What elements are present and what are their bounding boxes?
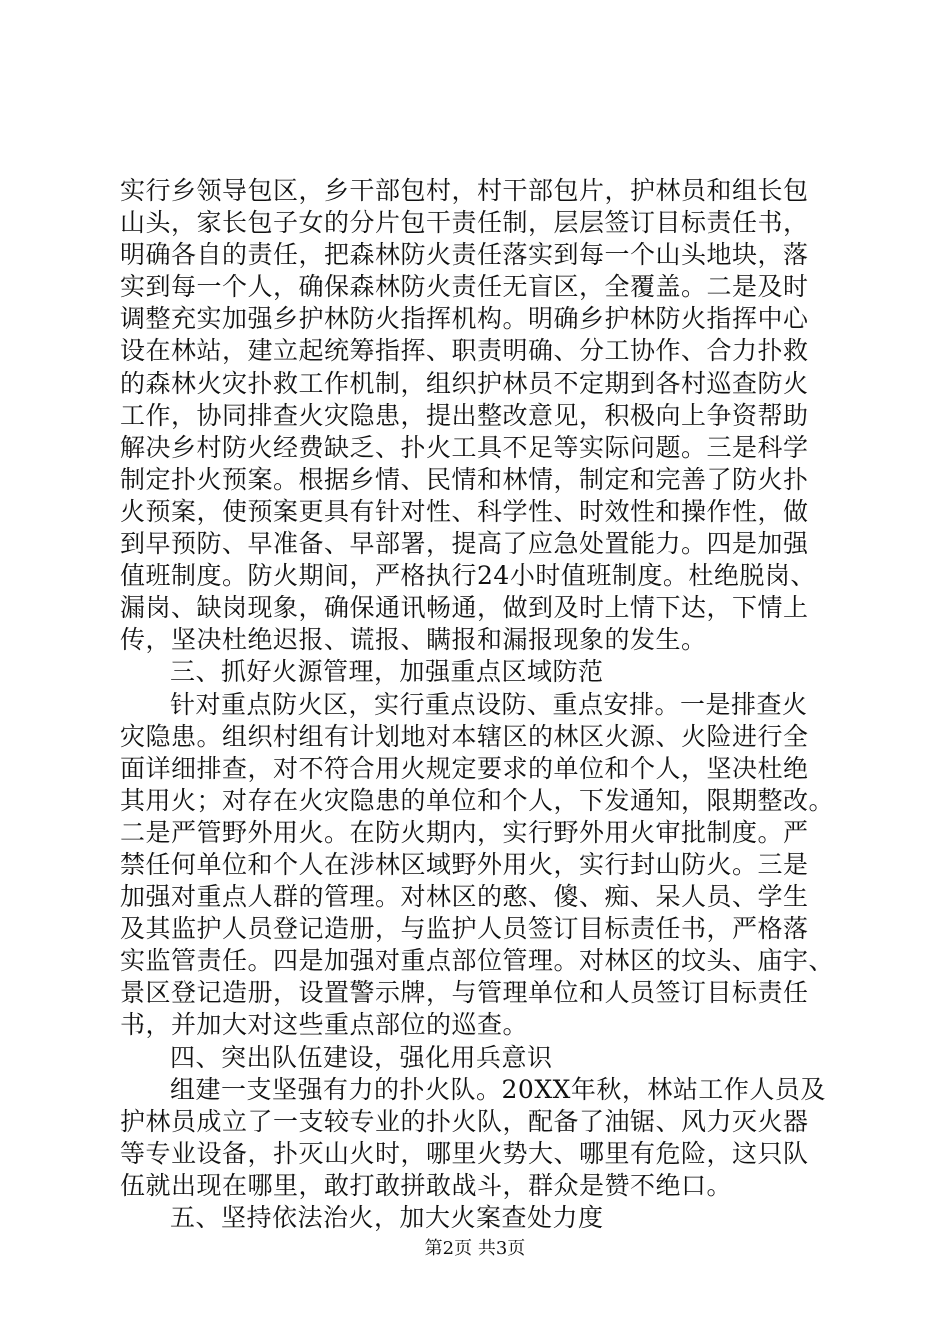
paragraph-first-line: 组建一支坚强有力的扑火队。20XX年秋，林站工作人员及 [170,1074,826,1104]
text-line: 书，并加大对这些重点部位的巡查。 [120,1010,529,1040]
text-line: 伍就出现在哪里，敢打敢拼敢战斗，群众是赞不绝口。 [120,1170,733,1200]
text-line: 禁任何单位和个人在涉林区域野外用火，实行封山防火。三是 [120,849,809,879]
text-line: 制定扑火预案。根据乡情、民情和林情，制定和完善了防火扑 [120,464,809,494]
text-line: 灾隐患。组织村组有计划地对本辖区的林区火源、火险进行全 [120,721,809,751]
text-line: 实到每一个人，确保森林防火责任无盲区，全覆盖。二是及时 [120,272,809,302]
text-line: 工作，协同排查火灾隐患，提出整改意见，积极向上争资帮助 [120,400,809,430]
document-body [120,175,840,1234]
text-line: 传，坚决杜绝迟报、谎报、瞒报和漏报现象的发生。 [120,625,707,655]
text-line: 二是严管野外用火。在防火期内，实行野外用火审批制度。严 [120,817,809,847]
text-line: 火预案，使预案更具有针对性、科学性、时效性和操作性，做 [120,496,809,526]
text-line: 其用火；对存在火灾隐患的单位和个人，下发通知，限期整改。 [120,785,835,815]
text-line: 明确各自的责任，把森林防火责任落实到每一个山头地块，落 [120,240,809,270]
text-line: 景区登记造册，设置警示牌，与管理单位和人员签订目标责任 [120,978,809,1008]
paragraph-first-line: 针对重点防火区，实行重点设防、重点安排。一是排查火 [170,689,808,719]
text-line: 实行乡领导包区，乡干部包村，村干部包片，护林员和组长包 [120,176,809,205]
text-line: 及其监护人员登记造册，与监护人员签订目标责任书，严格落 [120,914,809,944]
text-line: 到早预防、早准备、早部署，提高了应急处置能力。四是加强 [120,529,809,559]
text-line: 解决乡村防火经费缺乏、扑火工具不足等实际问题。三是科学 [120,432,809,462]
text-line: 漏岗、缺岗现象，确保通讯畅通，做到及时上情下达，下情上 [120,593,809,623]
text-line: 的森林火灾扑救工作机制，组织护林员不定期到各村巡查防火 [120,368,809,398]
text-line: 实监管责任。四是加强对重点部位管理。对林区的坟头、庙宇、 [120,946,835,976]
page-footer: 第2页 共3页 [424,1238,526,1259]
text-line: 山头，家长包子女的分片包干责任制，层层签订目标责任书， [120,208,809,238]
text-line: 护林员成立了一支较专业的扑火队，配备了油锯、风力灭火器 [120,1106,809,1136]
text-line: 调整充实加强乡护林防火指挥机构。明确乡护林防火指挥中心 [120,304,809,334]
section-heading: 三、抓好火源管理，加强重点区域防范 [170,657,604,687]
text-line: 面详细排查，对不符合用火规定要求的单位和个人，坚决杜绝 [120,753,809,783]
section-heading: 四、突出队伍建设，强化用兵意识 [170,1042,553,1072]
text-line: 加强对重点人群的管理。对林区的憨、傻、痴、呆人员、学生 [120,882,809,912]
text-line: 值班制度。防火期间，严格执行24小时值班制度。杜绝脱岗、 [120,561,816,591]
text-line: 等专业设备，扑灭山火时，哪里火势大、哪里有危险，这只队 [120,1138,809,1168]
section-heading: 五、坚持依法治火，加大火案查处力度 [170,1203,604,1232]
text-line: 设在林站，建立起统筹指挥、职责明确、分工协作、合力扑救 [120,336,809,366]
